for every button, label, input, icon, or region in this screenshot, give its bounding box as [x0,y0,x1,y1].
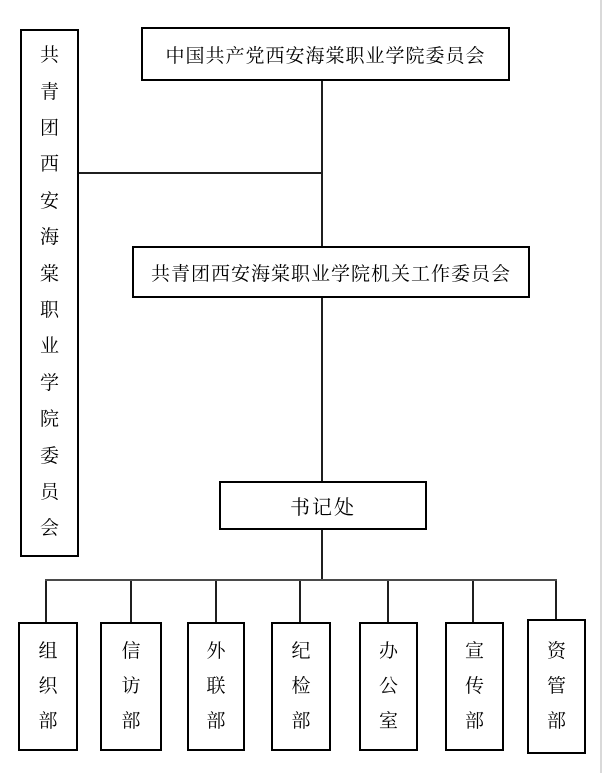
node-league-work-committee: 共青团西安海棠职业学院机关工作委员会 [132,246,530,298]
node-dept-asset-management [527,619,586,754]
node-youth-league-committee-label: 共青团西安海棠职业学院委员会 [39,45,59,540]
connector-stub-office [387,581,389,622]
node-dept-organization-label: 组织部 [38,641,58,732]
connector-stub-discipline [299,581,301,622]
node-dept-external-liaison-label: 外联部 [206,641,226,732]
connector-secretariat-to-rail [321,530,323,580]
connector-stub-asset-management [555,581,557,619]
node-dept-office [359,622,418,751]
connector-league-branch [79,172,322,174]
connector-stub-publicity [472,581,474,622]
node-dept-publicity-label: 宣传部 [464,641,484,732]
node-dept-discipline [271,622,331,751]
node-dept-discipline-label: 纪检部 [291,641,311,732]
node-dept-petition [100,622,162,751]
connector-departments-rail [45,579,557,581]
node-dept-office-label: 办公室 [378,641,398,732]
connector-workcom-to-secretariat [321,298,323,481]
connector-party-to-workcom [321,81,323,246]
node-secretariat: 书记处 [219,481,427,530]
node-dept-asset-management-label: 资管部 [546,641,566,732]
node-party-committee: 中国共产党西安海棠职业学院委员会 [141,27,510,81]
connector-stub-organization [45,581,47,622]
node-dept-petition-label: 信访部 [121,641,141,732]
connector-stub-petition [130,581,132,622]
node-dept-publicity [445,622,504,751]
node-dept-organization [18,622,78,751]
node-dept-external-liaison [187,622,245,751]
page-edge-line [600,0,602,773]
node-youth-league-committee [20,29,79,557]
connector-stub-external-liaison [215,581,217,622]
